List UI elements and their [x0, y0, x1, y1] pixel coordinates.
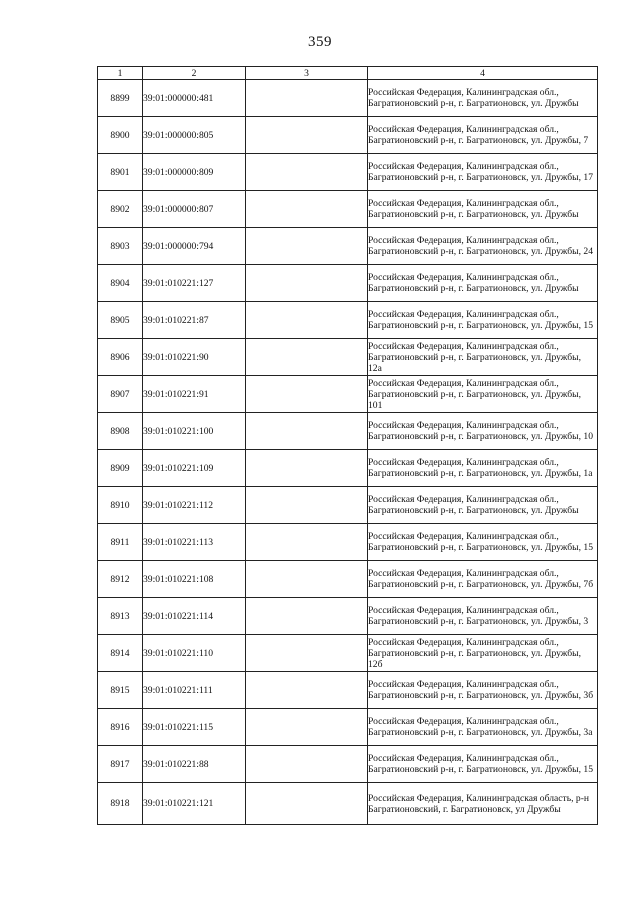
- column-3-cell: [246, 302, 368, 339]
- address: Российская Федерация, Калининградская обл., Багратионовский р-н, г. Багратионовск, ул. Дружбы, 3: [368, 598, 598, 635]
- page-number: 359: [308, 34, 332, 50]
- address: Российская Федерация, Калининградская обл., Багратионовский р-н, г. Багратионовск, ул. Дружбы, 12б: [368, 635, 598, 672]
- cadastral-number: 39:01:010221:113: [143, 524, 246, 561]
- table-row: [98, 302, 598, 339]
- column-3-cell: [246, 191, 368, 228]
- row-number: 8908: [98, 413, 143, 450]
- column-3-cell: [246, 413, 368, 450]
- address: Российская Федерация, Калининградская обл., Багратионовский р-н, г. Багратионовск, ул. Дружбы, 10: [368, 413, 598, 450]
- column-3-cell: [246, 265, 368, 302]
- column-3-cell: [246, 672, 368, 709]
- cadastral-number: 39:01:010221:109: [143, 450, 246, 487]
- address: Российская Федерация, Калининградская обл., Багратионовский р-н, г. Багратионовск, ул. Дружбы, 17: [368, 154, 598, 191]
- table-row: [98, 672, 598, 709]
- cadastral-number: 39:01:000000:807: [143, 191, 246, 228]
- table-row: [98, 561, 598, 598]
- row-number: 8915: [98, 672, 143, 709]
- row-number: 8903: [98, 228, 143, 265]
- cadastral-number: 39:01:010221:115: [143, 709, 246, 746]
- column-3-cell: [246, 487, 368, 524]
- cadastral-number: 39:01:000000:481: [143, 80, 246, 117]
- table-header: [98, 67, 598, 80]
- column-3-cell: [246, 228, 368, 265]
- row-number: 8916: [98, 709, 143, 746]
- table-row: [98, 635, 598, 672]
- address: Российская Федерация, Калининградская обл., Багратионовский р-н, г. Багратионовск, ул. Дружбы, 1а: [368, 450, 598, 487]
- row-number: 8906: [98, 339, 143, 376]
- row-number: 8917: [98, 746, 143, 783]
- column-3-cell: [246, 117, 368, 154]
- table-row: [98, 376, 598, 413]
- cadastral-number: 39:01:010221:91: [143, 376, 246, 413]
- column-3-cell: [246, 635, 368, 672]
- row-number: 8914: [98, 635, 143, 672]
- row-number: 8899: [98, 80, 143, 117]
- table-row: [98, 450, 598, 487]
- row-number: 8912: [98, 561, 143, 598]
- row-number: 8907: [98, 376, 143, 413]
- cadastral-number: 39:01:010221:100: [143, 413, 246, 450]
- row-number: 8911: [98, 524, 143, 561]
- column-3-cell: [246, 709, 368, 746]
- address: Российская Федерация, Калининградская обл., Багратионовский р-н, г. Багратионовск, ул. Дружбы, 7б: [368, 561, 598, 598]
- column-3-cell: [246, 154, 368, 191]
- cadastral-number: 39:01:010221:111: [143, 672, 246, 709]
- column-3-cell: [246, 450, 368, 487]
- row-number: 8909: [98, 450, 143, 487]
- address: Российская Федерация, Калининградская обл., Багратионовский р-н, г. Багратионовск, ул. Дружбы, 24: [368, 228, 598, 265]
- table-row: [98, 487, 598, 524]
- address: Российская Федерация, Калининградская обл., Багратионовский р-н, г. Багратионовск, ул. Дружбы, 7: [368, 117, 598, 154]
- cadastral-number: 39:01:000000:794: [143, 228, 246, 265]
- address: Российская Федерация, Калининградская обл., Багратионовский р-н, г. Багратионовск, ул. Дружбы, 101: [368, 376, 598, 413]
- row-number: 8910: [98, 487, 143, 524]
- address: Российская Федерация, Калининградская обл., Багратионовский р-н, г. Багратионовск, ул. Дружбы: [368, 191, 598, 228]
- address: Российская Федерация, Калининградская обл., Багратионовский р-н, г. Багратионовск, ул. Дружбы, 3а: [368, 709, 598, 746]
- column-header-2: 2: [143, 67, 246, 80]
- column-3-cell: [246, 783, 368, 825]
- table-row: [98, 228, 598, 265]
- table-row: [98, 413, 598, 450]
- column-3-cell: [246, 524, 368, 561]
- table-row: [98, 524, 598, 561]
- cadastral-number: 39:01:000000:809: [143, 154, 246, 191]
- row-number: 8913: [98, 598, 143, 635]
- address: Российская Федерация, Калининградская обл., Багратионовский р-н, г. Багратионовск, ул. Дружбы, 15: [368, 524, 598, 561]
- address: Российская Федерация, Калининградская обл., Багратионовский р-н, г. Багратионовск, ул. Дружбы: [368, 265, 598, 302]
- row-number: 8918: [98, 783, 143, 825]
- table-row: [98, 709, 598, 746]
- table-row: [98, 783, 598, 825]
- cadastral-number: 39:01:010221:88: [143, 746, 246, 783]
- address: Российская Федерация, Калининградская обл., Багратионовский р-н, г. Багратионовск, ул. Дружбы, 15: [368, 302, 598, 339]
- column-header-1: 1: [98, 67, 143, 80]
- table-row: [98, 117, 598, 154]
- header-row: [98, 67, 598, 80]
- address: Российская Федерация, Калининградская обл., Багратионовский р-н, г. Багратионовск, ул. Дружбы: [368, 80, 598, 117]
- column-header-3: 3: [246, 67, 368, 80]
- address: Российская Федерация, Калининградская обл., Багратионовский р-н, г. Багратионовск, ул. Дружбы: [368, 487, 598, 524]
- table-row: [98, 746, 598, 783]
- cadastral-number: 39:01:010221:110: [143, 635, 246, 672]
- column-3-cell: [246, 561, 368, 598]
- row-number: 8905: [98, 302, 143, 339]
- cadastral-number: 39:01:010221:87: [143, 302, 246, 339]
- address: Российская Федерация, Калининградская обл., Багратионовский р-н, г. Багратионовск, ул. Дружбы, 3б: [368, 672, 598, 709]
- table-row: [98, 154, 598, 191]
- cadastral-number: 39:01:010221:112: [143, 487, 246, 524]
- table-row: [98, 598, 598, 635]
- column-3-cell: [246, 376, 368, 413]
- column-3-cell: [246, 339, 368, 376]
- row-number: 8900: [98, 117, 143, 154]
- cadastral-number: 39:01:010221:127: [143, 265, 246, 302]
- table-body: [98, 80, 598, 825]
- address: Российская Федерация, Калининградская обл., Багратионовский р-н, г. Багратионовск, ул. Дружбы, 15: [368, 746, 598, 783]
- column-3-cell: [246, 598, 368, 635]
- row-number: 8902: [98, 191, 143, 228]
- table-row: [98, 339, 598, 376]
- address: Российская Федерация, Калининградская обл., Багратионовский р-н, г. Багратионовск, ул. Дружбы, 12а: [368, 339, 598, 376]
- registry-table: [97, 66, 598, 825]
- cadastral-number: 39:01:010221:108: [143, 561, 246, 598]
- table-row: [98, 265, 598, 302]
- row-number: 8904: [98, 265, 143, 302]
- cadastral-number: 39:01:010221:114: [143, 598, 246, 635]
- column-3-cell: [246, 80, 368, 117]
- row-number: 8901: [98, 154, 143, 191]
- cadastral-number: 39:01:010221:90: [143, 339, 246, 376]
- table-row: [98, 80, 598, 117]
- table-row: [98, 191, 598, 228]
- cadastral-number: 39:01:000000:805: [143, 117, 246, 154]
- cadastral-number: 39:01:010221:121: [143, 783, 246, 825]
- column-header-4: 4: [368, 67, 598, 80]
- address: Российская Федерация, Калининградская область, р-н Багратионовский, г. Багратионовск, ул Дружбы: [368, 783, 598, 825]
- column-3-cell: [246, 746, 368, 783]
